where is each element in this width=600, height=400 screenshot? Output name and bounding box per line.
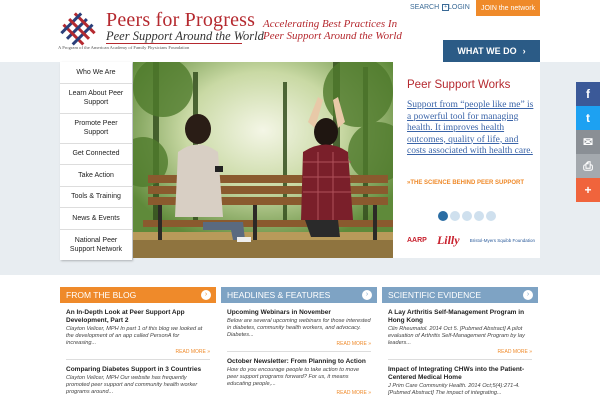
site-header xyxy=(0,0,600,62)
nav-item-learn-about-peer-support[interactable]: Learn About Peer Support xyxy=(60,84,132,114)
slide-dot[interactable] xyxy=(450,211,460,221)
join-network-button[interactable]: JOIN the network xyxy=(476,0,540,16)
post-item xyxy=(60,309,216,355)
plus-icon: + xyxy=(584,183,592,197)
aarp-logo[interactable]: AARP xyxy=(407,236,427,244)
logo-icon[interactable] xyxy=(58,10,98,50)
main-nav xyxy=(60,62,132,260)
chevron-right-icon[interactable]: › xyxy=(523,290,533,300)
logo-title[interactable]: Peers for Progress xyxy=(106,9,256,31)
plus-share-button[interactable] xyxy=(576,178,600,202)
post-body: How do you encourage people to take action to move peer support programs forward? For us, it means educating people,... xyxy=(227,367,360,387)
chevron-right-icon[interactable]: › xyxy=(201,290,211,300)
print-icon: ⎙ xyxy=(583,158,593,173)
content-card xyxy=(382,287,538,400)
post-item xyxy=(221,358,377,396)
what-we-do-label: WHAT WE DO xyxy=(457,46,517,56)
chevron-right-icon[interactable]: › xyxy=(362,290,372,300)
card-header[interactable] xyxy=(221,287,377,303)
read-more-link[interactable]: READ MORE » xyxy=(336,341,371,347)
divider xyxy=(66,359,210,360)
sponsor-logos xyxy=(407,230,535,250)
facebook-share-button[interactable] xyxy=(576,82,600,106)
card-header[interactable] xyxy=(60,287,216,303)
search-icon: + xyxy=(442,4,449,11)
post-body: Clayton Velicer, MPH In part 1 of this blog we looked at the development of an app called PersonA for increasing... xyxy=(66,326,203,346)
slide-dot[interactable] xyxy=(474,211,484,221)
post-body: Clayton Velicer, MPH Our website has frequently promoted peer support and community health worker programs around... xyxy=(66,375,198,395)
hero-heading: Peer Support Works xyxy=(407,79,511,91)
post-item xyxy=(382,366,538,397)
login-link[interactable]: LOGIN xyxy=(448,4,470,11)
email-share-button[interactable] xyxy=(576,130,600,154)
post-title[interactable]: A Lay Arthritis Self-Management Program in Hong Kong xyxy=(388,309,525,324)
card-header[interactable] xyxy=(382,287,538,303)
post-body: Clin Rheumatol. 2014 Oct 5. [Pubmed Abstract] A pilot evaluation of Arthritis Self-Management Program by lay leaders... xyxy=(388,326,525,346)
what-we-do-button[interactable] xyxy=(443,40,540,62)
slide-dot[interactable] xyxy=(438,211,448,221)
post-title[interactable]: Comparing Diabetes Support in 3 Countries xyxy=(66,366,202,373)
email-icon: ✉ xyxy=(582,135,594,149)
search-link[interactable] xyxy=(410,4,449,11)
nav-item-promote-peer-support[interactable]: Promote Peer Support xyxy=(60,114,132,144)
hero-photo xyxy=(133,62,393,258)
slide-dot[interactable] xyxy=(486,211,496,221)
header-tagline: Accelerating Best Practices In Peer Support Around the World xyxy=(263,18,402,42)
card-title: SCIENTIFIC EVIDENCE xyxy=(388,290,482,300)
post-title[interactable]: An In-Depth Look at Peer Support App Development, Part 2 xyxy=(66,309,185,324)
slide-indicator xyxy=(438,211,496,221)
read-more-link[interactable]: READ MORE » xyxy=(497,349,532,355)
logo-tagline: A Program of the American Academy of Family Physicians Foundation xyxy=(58,45,190,50)
search-label: SEARCH xyxy=(410,4,440,11)
science-link[interactable]: »THE SCIENCE BEHIND PEER SUPPORT xyxy=(407,180,525,186)
card-title: FROM THE BLOG xyxy=(66,290,137,300)
post-title[interactable]: Impact of Integrating CHWs into the Patient-Centered Medical Home xyxy=(388,366,525,381)
logo-divider xyxy=(106,43,242,44)
nav-item-news-events[interactable]: News & Events xyxy=(60,208,132,230)
post-title[interactable]: Upcoming Webinars in November xyxy=(227,309,331,316)
hero-panel xyxy=(393,62,540,258)
twitter-share-button[interactable] xyxy=(576,106,600,130)
divider xyxy=(388,359,532,360)
share-bar xyxy=(576,82,600,202)
post-body: J Prim Care Community Health. 2014 Oct;5(4):271-4. [Pubmed Abstract] The impact of integrating... xyxy=(388,383,520,396)
twitter-icon: t xyxy=(586,111,590,125)
hero-body[interactable]: Support from “people like me” is a powerful tool for managing health. It improves health outcomes, quality of life, and costs associated with health care. xyxy=(407,100,534,156)
card-title: HEADLINES & FEATURES xyxy=(227,290,331,300)
post-body: Below are several upcoming webinars for those interested in diabetes, community health workers, and advocacy. Diabetes... xyxy=(227,318,371,338)
lilly-logo[interactable]: Lilly xyxy=(436,232,460,247)
read-more-link[interactable]: READ MORE » xyxy=(336,390,371,396)
nav-item-who-we-are[interactable]: Who We Are xyxy=(60,62,132,84)
chevron-right-icon: › xyxy=(522,46,526,56)
nav-item-tools-training[interactable]: Tools & Training xyxy=(60,187,132,209)
post-title[interactable]: October Newsletter: From Planning to Action xyxy=(227,358,366,365)
nav-item-get-connected[interactable]: Get Connected xyxy=(60,144,132,166)
divider xyxy=(227,351,371,352)
post-item xyxy=(60,366,216,396)
content-card xyxy=(221,287,377,400)
print-share-button[interactable] xyxy=(576,154,600,178)
nav-item-national-peer-support-network[interactable]: National Peer Support Network xyxy=(69,236,123,253)
facebook-icon: f xyxy=(586,87,590,101)
slide-dot[interactable] xyxy=(462,211,472,221)
content-card xyxy=(60,287,216,400)
post-item xyxy=(221,309,377,347)
nav-item-take-action[interactable]: Take Action xyxy=(60,165,132,187)
post-item xyxy=(382,309,538,355)
read-more-link[interactable]: READ MORE » xyxy=(175,349,210,355)
logo-subtitle: Peer Support Around the World xyxy=(106,29,264,43)
bms-foundation-logo[interactable]: Bristol-Myers Squibb Foundation xyxy=(469,237,535,243)
